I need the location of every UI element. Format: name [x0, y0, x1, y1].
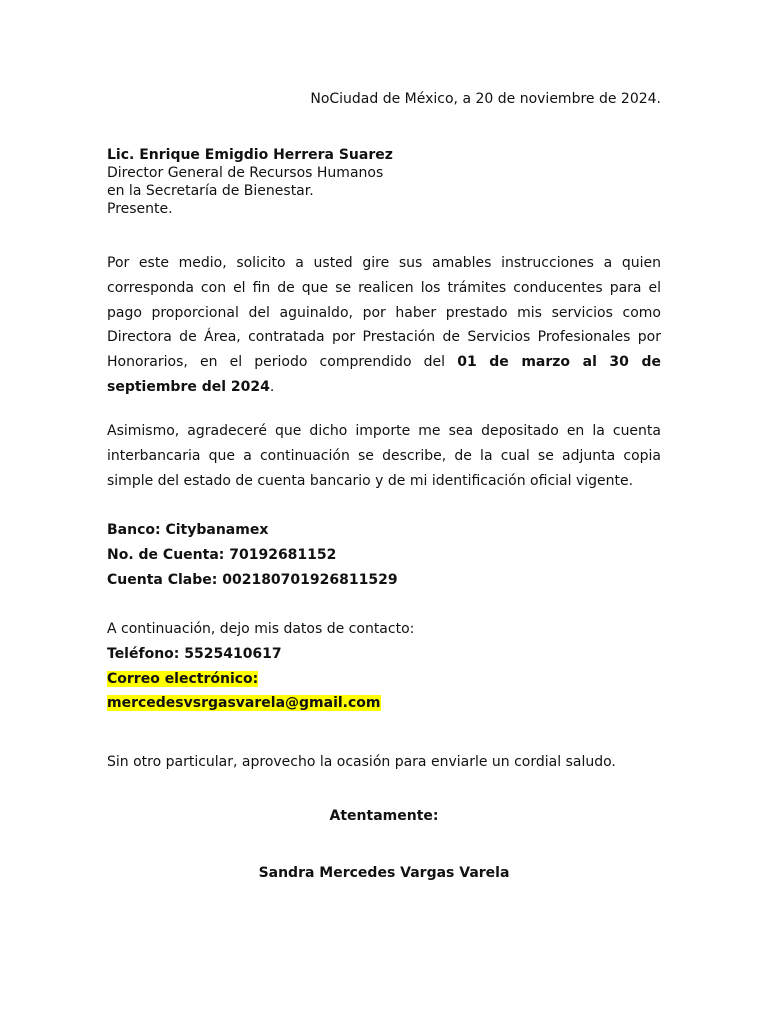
addressee-organization: en la Secretaría de Bienestar.	[107, 183, 314, 199]
request-paragraph-end: .	[269, 378, 275, 395]
bank-details	[107, 518, 398, 592]
addressee-title: Director General de Recursos Humanos	[107, 165, 384, 181]
regards-line: Atentamente:	[329, 808, 439, 824]
deposit-paragraph: Asimismo, agradeceré que dicho importe me sea depositado en la cuenta interbancaria que a continuación se describe, de la cual se adjunta copia simple del estado de cuenta bancario y de mi identificación oficial vigente.	[107, 423, 661, 489]
addressee-block	[107, 146, 393, 218]
bank-name-line: Banco: Citybanamex	[107, 522, 269, 538]
addressee-name: Lic. Enrique Emigdio Herrera Suarez	[107, 147, 393, 163]
date-line: NoCiudad de México, a 20 de noviembre de 2024.	[310, 91, 661, 107]
service-period: 01 de marzo al 30 de septiembre del 2024	[107, 354, 662, 395]
account-number-line: No. de Cuenta: 70192681152	[107, 546, 337, 563]
request-paragraph-text: Por este medio, solicito a usted gire sus amables instrucciones a quien corresponda con el fin de que se realicen los trámites conducentes para el pago proporcional del aguinaldo, por haber prestado mis servicios como Directora de Área, contratada por Prestación de Servicios Profesionales por Honorarios, en el periodo comprendido del	[107, 255, 661, 371]
email-address: mercedesvsrgasvarela@gmail.com	[107, 695, 381, 712]
clabe-line: Cuenta Clabe: 002180701926811529	[107, 571, 398, 588]
addressee-salutation: Presente.	[107, 201, 173, 217]
closing-line: Sin otro particular, aprovecho la ocasión para enviarle un cordial saludo.	[107, 754, 616, 770]
contact-intro: A continuación, dejo mis datos de contacto:	[107, 621, 415, 637]
request-paragraph	[107, 251, 661, 400]
phone-line: Teléfono: 5525410617	[107, 645, 282, 662]
email-label: Correo electrónico:	[107, 670, 259, 687]
signer-name: Sandra Mercedes Vargas Varela	[258, 865, 510, 881]
contact-details	[107, 617, 414, 716]
